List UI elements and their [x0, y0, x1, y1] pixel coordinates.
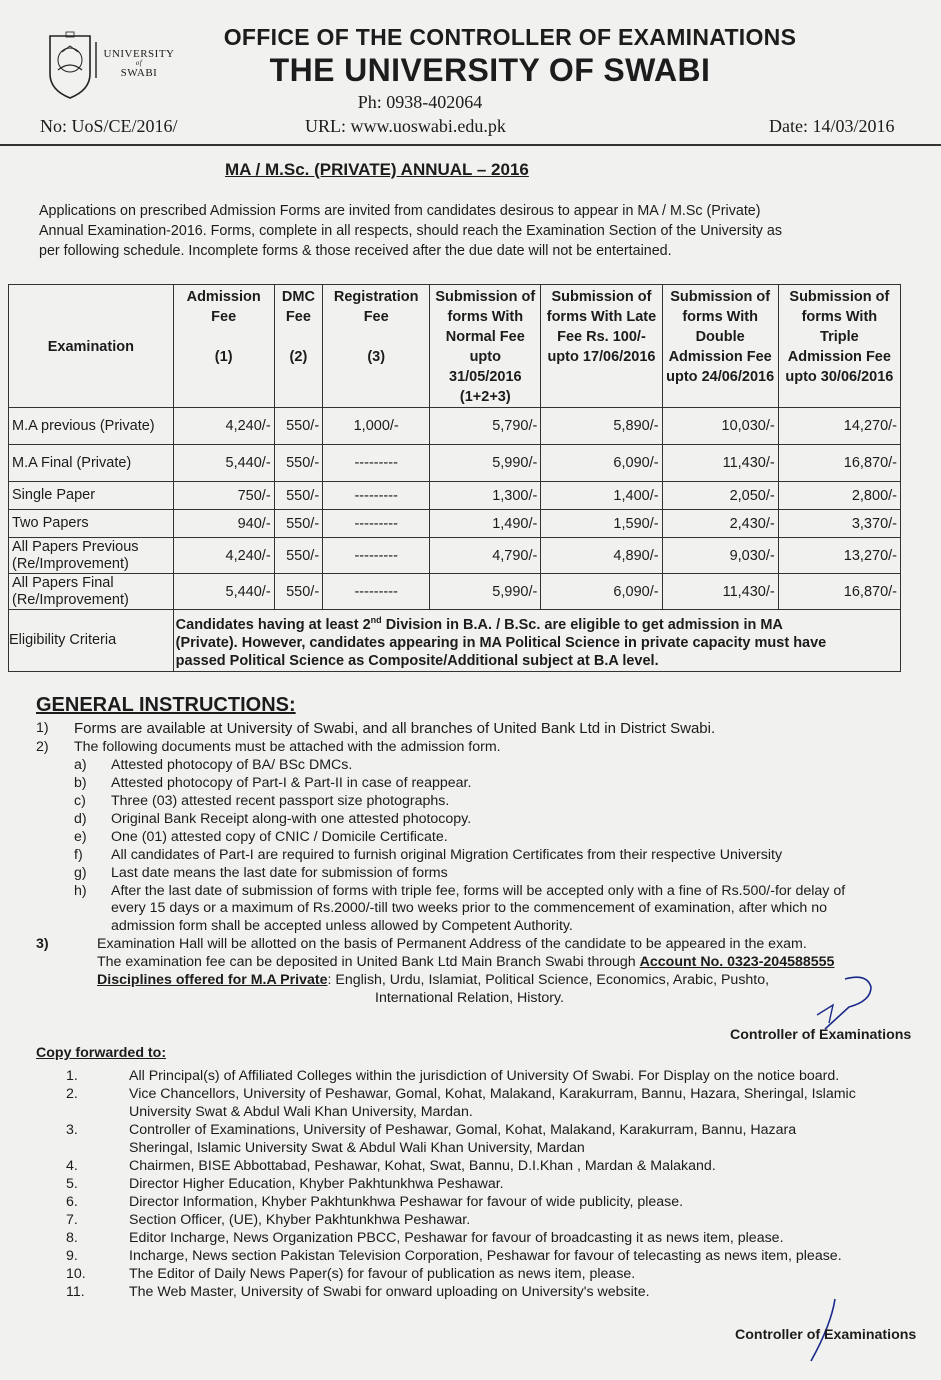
disciplines-label: Disciplines offered for M.A Private: [97, 972, 328, 988]
copy-item-number: 7.: [66, 1212, 78, 1228]
double-fee-cell: 10,030/-: [662, 408, 778, 445]
dmc-fee-cell: 550/-: [274, 408, 322, 445]
normal-fee-cell: 4,790/-: [430, 538, 541, 574]
document-item-text: Original Bank Receipt along-with one attested photocopy.: [111, 811, 472, 827]
copy-item-text: Incharge, News section Pakistan Television Corporation, Peshawar for favour of telecasting as news item, please.: [129, 1248, 842, 1264]
copy-item-text: Editor Incharge, News Organization PBCC, Peshawar for favour of broadcasting it as news item, please.: [129, 1230, 784, 1246]
triple-fee-cell: 16,870/-: [778, 574, 900, 610]
document-item-letter: e): [74, 829, 87, 845]
intro-line: per following schedule. Incomplete forms & those received after the due date will not be entertained.: [39, 243, 672, 259]
admission-fee-cell: 4,240/-: [173, 408, 274, 445]
triple-fee-cell: 3,370/-: [778, 510, 900, 538]
instruction-number: 3): [36, 936, 49, 952]
double-fee-cell: 2,430/-: [662, 510, 778, 538]
table-row: [9, 482, 901, 510]
document-item-letter: b): [74, 775, 87, 791]
col-header-examination: Examination: [9, 285, 174, 408]
fee-deposit-line: [97, 954, 834, 970]
logo-wordmark: [96, 48, 182, 79]
logo-word-swabi: SWABI: [120, 67, 158, 79]
dmc-fee-cell: 550/-: [274, 510, 322, 538]
logo-word-of: of: [135, 59, 143, 67]
late-fee-cell: 1,590/-: [541, 510, 662, 538]
logo-word-university: UNIVERSITY: [103, 48, 175, 60]
col-header-dmc-fee: DMC Fee (2): [274, 285, 322, 408]
double-fee-cell: 11,430/-: [662, 445, 778, 482]
copy-item-number: 8.: [66, 1230, 78, 1246]
document-item-letter: d): [74, 811, 87, 827]
dmc-fee-cell: 550/-: [274, 482, 322, 510]
triple-fee-cell: 14,270/-: [778, 408, 900, 445]
col-header-normal-fee: Submission of forms With Normal Fee upto 31/05/2016 (1+2+3): [430, 285, 541, 408]
registration-fee-cell: ---------: [323, 482, 430, 510]
copy-item-number: 11.: [66, 1284, 85, 1300]
registration-fee-cell: ---------: [323, 538, 430, 574]
document-item-text: Three (03) attested recent passport size photographs.: [111, 793, 450, 809]
col-header-triple-fee: Submission of forms With Triple Admission Fee upto 30/06/2016: [778, 285, 900, 408]
document-item-text: Last date means the last date for submission of forms: [111, 865, 448, 881]
disciplines-list-continued: International Relation, History.: [375, 990, 564, 1006]
copy-item-number: 5.: [66, 1176, 78, 1192]
document-item-text: After the last date of submission of forms with triple fee, forms will be accepted only with a fine of Rs.500/-for delay of: [111, 883, 846, 899]
copy-item-text: The Editor of Daily News Paper(s) for favour of publication as news item, please.: [129, 1266, 636, 1282]
row-label: All Papers Final (Re/Improvement): [9, 574, 174, 610]
normal-fee-cell: 5,790/-: [430, 408, 541, 445]
dmc-fee-cell: 550/-: [274, 445, 322, 482]
table-row: [9, 408, 901, 445]
dmc-fee-cell: 550/-: [274, 574, 322, 610]
row-label: All Papers Previous (Re/Improvement): [9, 538, 174, 574]
document-item-letter: f): [74, 847, 83, 863]
eligibility-line: Candidates having at least 2nd Division in B.A. / B.Sc. are eligible to get admission in MA: [175, 615, 783, 633]
instruction-continuation: admission form shall be accepted unless allowed by Competent Authority.: [111, 918, 573, 934]
table-row: [9, 538, 901, 574]
triple-fee-cell: 2,800/-: [778, 482, 900, 510]
col-header-late-fee: Submission of forms With Late Fee Rs. 100/- upto 17/06/2016: [541, 285, 662, 408]
copy-item-number: 1.: [66, 1068, 78, 1084]
normal-fee-cell: 1,300/-: [430, 482, 541, 510]
document-item-letter: g): [74, 865, 87, 881]
triple-fee-cell: 13,270/-: [778, 538, 900, 574]
late-fee-cell: 1,400/-: [541, 482, 662, 510]
row-label: Single Paper: [9, 482, 174, 510]
document-item-text: One (01) attested copy of CNIC / Domicile Certificate.: [111, 829, 448, 845]
signatory-title: Controller of Examinations: [735, 1327, 917, 1343]
copy-item-number: 10.: [66, 1266, 86, 1282]
general-instructions-title: GENERAL INSTRUCTIONS:: [36, 694, 296, 716]
reference-number: No: UoS/CE/2016/: [40, 116, 178, 136]
double-fee-cell: 9,030/-: [662, 538, 778, 574]
late-fee-cell: 5,890/-: [541, 408, 662, 445]
disciplines-list: English, Urdu, Islamiat, Political Science, Economics, Arabic, Pushto,: [335, 972, 770, 988]
registration-fee-cell: 1,000/-: [323, 408, 430, 445]
copy-item-text: All Principal(s) of Affiliated Colleges within the jurisdiction of University Of Swabi. For Display on the notice board.: [129, 1068, 840, 1084]
normal-fee-cell: 5,990/-: [430, 445, 541, 482]
document-item-letter: c): [74, 793, 86, 809]
copy-item-number: 6.: [66, 1194, 78, 1210]
eligibility-line: passed Political Science as Composite/Additional subject at B.A level.: [175, 652, 659, 669]
intro-line: Annual Examination-2016. Forms, complete in all respects, should reach the Examination Section of the University as: [39, 223, 783, 239]
ordinal-suffix: nd: [370, 615, 382, 625]
instruction-text: Forms are available at University of Swabi, and all branches of United Bank Ltd in District Swabi.: [74, 720, 716, 737]
normal-fee-cell: 1,490/-: [430, 510, 541, 538]
copy-item-text: Chairmen, BISE Abbottabad, Peshawar, Kohat, Swat, Bannu, D.I.Khan , Mardan & Malakand.: [129, 1158, 716, 1174]
disciplines-separator: :: [327, 972, 332, 988]
instruction-text: Examination Hall will be allotted on the basis of Permanent Address of the candidate to be appeared in the exam.: [97, 936, 807, 952]
notice-date: Date: 14/03/2016: [769, 116, 895, 136]
normal-fee-cell: 5,990/-: [430, 574, 541, 610]
copy-item-text: Sheringal, Islamic University Swat & Abdul Wali Khan University, Mardan: [129, 1140, 585, 1156]
table-row: [9, 445, 901, 482]
notice-title: MA / M.Sc. (PRIVATE) ANNUAL – 2016: [225, 160, 529, 179]
admission-fee-cell: 5,440/-: [173, 445, 274, 482]
office-heading: OFFICE OF THE CONTROLLER OF EXAMINATIONS: [223, 24, 797, 50]
intro-paragraph: [39, 201, 939, 261]
document-item-letter: h): [74, 883, 87, 899]
university-heading: THE UNIVERSITY OF SWABI: [269, 52, 711, 88]
eligibility-line: (Private). However, candidates appearing in MA Political Science in private capacity must have: [175, 634, 827, 651]
admission-fee-cell: 940/-: [173, 510, 274, 538]
copy-item-text: University Swat & Abdul Wali Khan University, Mardan.: [129, 1104, 473, 1120]
late-fee-cell: 4,890/-: [541, 538, 662, 574]
late-fee-cell: 6,090/-: [541, 574, 662, 610]
row-label: M.A Final (Private): [9, 445, 174, 482]
registration-fee-cell: ---------: [323, 445, 430, 482]
fee-deposit-text: The examination fee can be deposited in United Bank Ltd Main Branch Swabi through: [97, 954, 636, 970]
document-item-text: Attested photocopy of Part-I & Part-II in case of reappear.: [111, 775, 472, 791]
copy-item-number: 9.: [66, 1248, 78, 1264]
late-fee-cell: 6,090/-: [541, 445, 662, 482]
website-url: URL: www.uoswabi.edu.pk: [305, 116, 506, 136]
copy-item-number: 4.: [66, 1158, 78, 1174]
eligibility-row: [9, 610, 901, 672]
controller-signature-mark: [805, 975, 885, 1035]
copy-item-text: Controller of Examinations, University of Peshawar, Gomal, Kohat, Malakand, Karakurram, Bannu, Hazara: [129, 1122, 797, 1138]
document-item-text: Attested photocopy of BA/ BSc DMCs.: [111, 757, 353, 773]
copy-item-text: Director Information, Khyber Pakhtunkhwa Peshawar for favour of wide publicity, please.: [129, 1194, 684, 1210]
copy-item-text: Director Higher Education, Khyber Pakhtunkhwa Peshawar.: [129, 1176, 504, 1192]
fee-schedule-table: [8, 284, 901, 672]
dmc-fee-cell: 550/-: [274, 538, 322, 574]
copy-item-text: The Web Master, University of Swabi for onward uploading on University's website.: [129, 1284, 650, 1300]
row-label: Two Papers: [9, 510, 174, 538]
document-item-text: All candidates of Part-I are required to furnish original Migration Certificates from their respective University: [111, 847, 783, 863]
instruction-number: 2): [36, 739, 49, 755]
admission-fee-cell: 5,440/-: [173, 574, 274, 610]
instruction-continuation: every 15 days or a maximum of Rs.2000/-till two weeks prior to the commencement of examination, after which no: [111, 900, 827, 916]
phone-number: Ph: 0938-402064: [357, 92, 483, 112]
document-item-letter: a): [74, 757, 87, 773]
col-header-registration-fee: Registration Fee (3): [323, 285, 430, 408]
copy-forwarded-title: Copy forwarded to:: [36, 1045, 167, 1061]
copy-item-number: 3.: [66, 1122, 78, 1138]
copy-item-text: Section Officer, (UE), Khyber Pakhtunkhwa Peshawar.: [129, 1212, 471, 1228]
table-row: [9, 510, 901, 538]
header-divider: [0, 144, 941, 146]
eligibility-text: [173, 610, 900, 672]
admission-fee-cell: 750/-: [173, 482, 274, 510]
double-fee-cell: 2,050/-: [662, 482, 778, 510]
table-row: [9, 574, 901, 610]
instruction-number: 1): [36, 720, 49, 736]
eligibility-label: Eligibility Criteria: [9, 610, 174, 672]
double-fee-cell: 11,430/-: [662, 574, 778, 610]
intro-line: Applications on prescribed Admission Forms are invited from candidates desirous to appear in MA / M.Sc (Private): [39, 203, 761, 219]
copy-item-number: 2.: [66, 1086, 78, 1102]
admission-fee-cell: 4,240/-: [173, 538, 274, 574]
registration-fee-cell: ---------: [323, 574, 430, 610]
triple-fee-cell: 16,870/-: [778, 445, 900, 482]
account-number: Account No. 0323-204588555: [639, 954, 835, 970]
row-label: M.A previous (Private): [9, 408, 174, 445]
col-header-double-fee: Submission of forms With Double Admission Fee upto 24/06/2016: [662, 285, 778, 408]
signatory-title: Controller of Examinations: [730, 1027, 912, 1043]
col-header-admission-fee: Admission Fee (1): [173, 285, 274, 408]
registration-fee-cell: ---------: [323, 510, 430, 538]
table-header-row: [9, 285, 901, 408]
instruction-text: The following documents must be attached with the admission form.: [74, 739, 501, 755]
copy-item-text: Vice Chancellors, University of Peshawar, Gomal, Kohat, Malakand, Karakurram, Bannu, Hazara, Sheringal, Islamic: [129, 1086, 856, 1102]
disciplines-line: [97, 972, 769, 988]
